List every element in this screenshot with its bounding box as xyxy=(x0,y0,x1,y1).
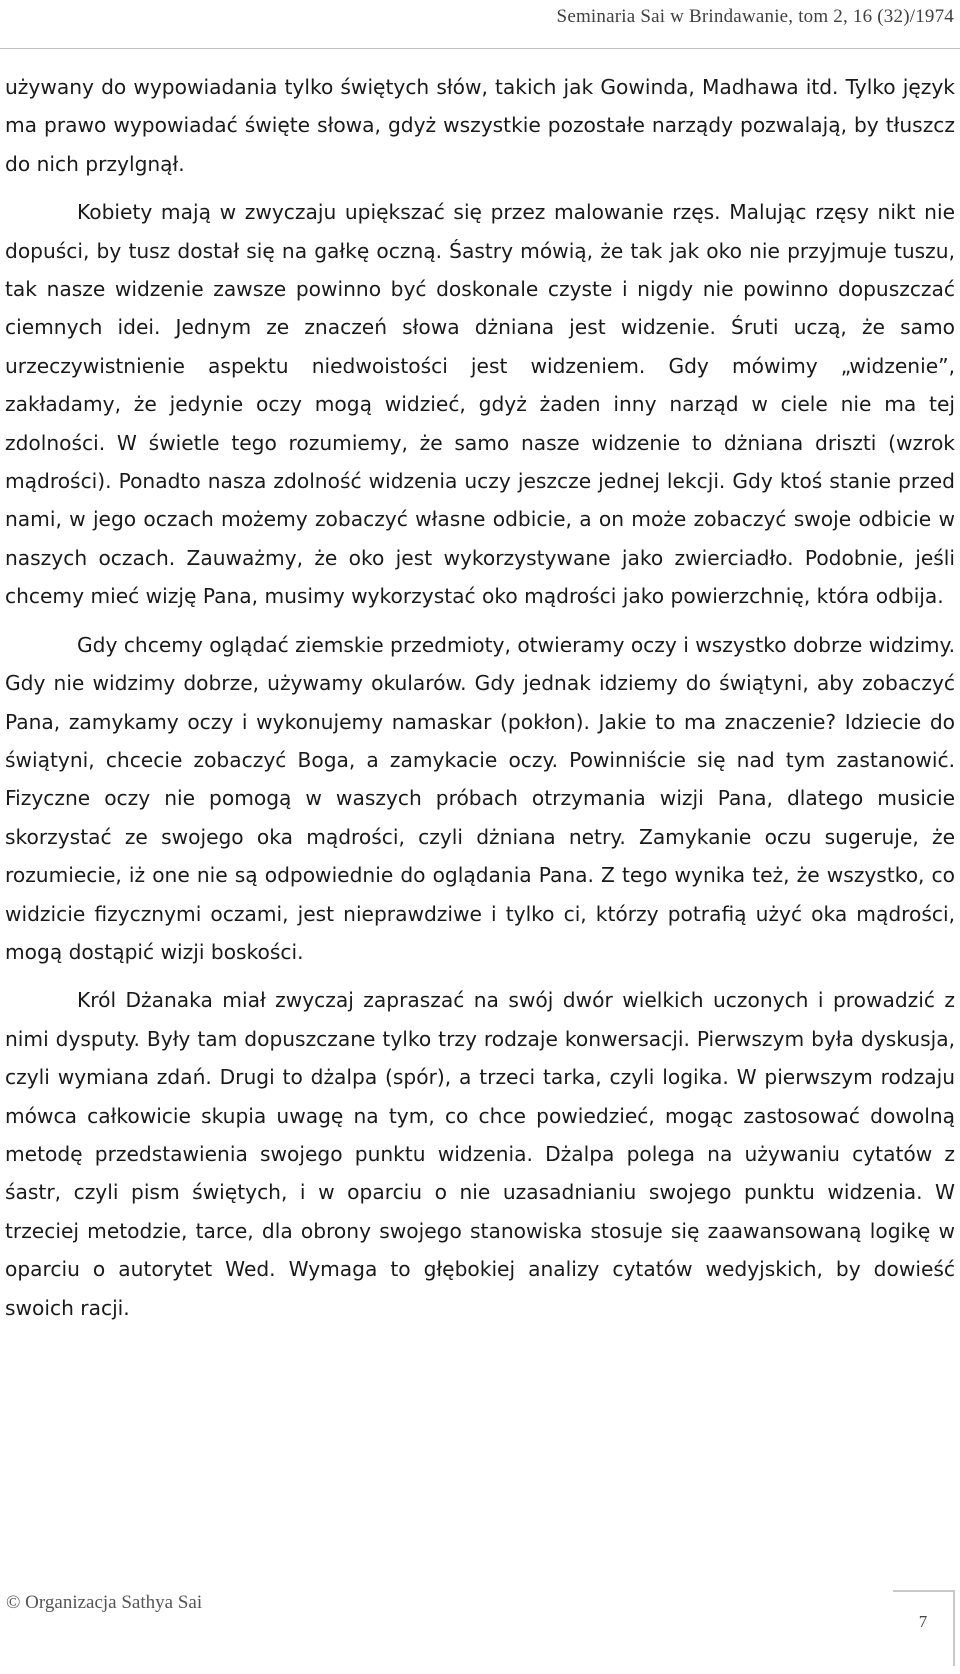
page-header xyxy=(0,0,960,49)
paragraph-temple: Gdy chcemy oglądać ziemskie przedmioty, otwieramy oczy i wszystko dobrze widzimy. Gdy nie widzimy dobrze, używamy okularów. Gdy jednak idziemy do świątyni, aby zobaczyć Pana, zamykamy oczy i wykonujemy namaskar (pokłon). Jakie to ma znaczenie? Idziecie do świątyni, chcecie zobaczyć Boga, a zamykacie oczy. Powinniście się nad tym zastanowić. Fizyczne oczy nie pomogą w waszych próbach otrzymania wizji Pana, dlatego musicie skorzystać ze swojego oka mądrości, czyli dżniana netry. Zamykanie oczu sugeruje, że rozumiecie, iż one nie są odpowiednie do oglądania Pana. Z tego wynika też, że wszystko, co widzicie fizycznymi oczami, jest nieprawdziwe i tylko ci, którzy potrafią użyć oka mądrości, mogą dostąpić wizji boskości. xyxy=(5,632,956,964)
page-number: 7 xyxy=(918,1612,928,1631)
document-body xyxy=(5,68,955,1327)
footer-copyright: © Organizacja Sathya Sai xyxy=(6,1592,203,1613)
paragraph-vision: Kobiety mają w zwyczaju upiększać się przez malowanie rzęs. Malując rzęsy nikt nie dopuści, by tusz dostał się na gałkę oczną. Śastry mówią, że tak jak oko nie przyjmuje tuszu, tak nasze widzenie zawsze powinno być doskonale czyste i nigdy nie powinno dopuszczać ciemnych idei. Jednym ze znaczeń słowa dżniana jest widzenie. Śruti uczą, że samo urzeczywistnienie aspektu niedwoistości jest widzeniem. Gdy mówimy „widzenie”, zakładamy, że jedynie oczy mogą widzieć, gdyż żaden inny narząd w ciele nie ma tej zdolności. W świetle tego rozumiemy, że samo nasze widzenie to dżniana driszti (wzrok mądrości). Ponadto nasza zdolność widzenia uczy jeszcze jednej lekcji. Gdy ktoś stanie przed nami, w jego oczach możemy zobaczyć własne odbicie, a on może zobaczyć swoje odbicie w naszych oczach. Zauważmy, że oko jest wykorzystywane jako zwierciadło. Podobnie, jeśli chcemy mieć wizję Pana, musimy wykorzystać oko mądrości jako powierzchnię, która odbija. xyxy=(5,200,955,609)
paragraph-continuation: używany do wypowiadania tylko świętych słów, takich jak Gowinda, Madhawa itd. Tylko język ma prawo wypowiadać święte słowa, gdyż wszystkie pozostałe narządy pozwalają, by tłuszcz do nich przylgnął. xyxy=(5,75,955,176)
paragraph-janaka: Król Dżanaka miał zwyczaj zapraszać na swój dwór wielkich uczonych i prowadzić z nimi dysputy. Były tam dopuszczane tylko trzy rodzaje konwersacji. Pierwszym była dyskusja, czyli wymiana zdań. Drugi to dżalpa (spór), a trzeci tarka, czyli logika. W pierwszym rodzaju mówca całkowicie skupia uwagę na tym, co chce powiedzieć, mogąc zastosować dowolną metodę przedstawienia swojego punktu widzenia. Dżalpa polega na używaniu cytatów z śastr, czyli pism świętych, i w oparciu o nie uzasadnianiu swojego punktu widzenia. W trzeciej metodzie, tarce, dla obrony swojego stanowiska stosuje się zaawansowaną logikę w oparciu o autorytet Wed. Wymaga to głębokiej analizy cytatów wedyjskich, by dowieść swoich racji. xyxy=(5,988,955,1320)
running-header-title: Seminaria Sai w Brindawanie, tom 2, 16 (32)/1974 xyxy=(556,6,954,27)
page-number-box xyxy=(893,1590,955,1666)
